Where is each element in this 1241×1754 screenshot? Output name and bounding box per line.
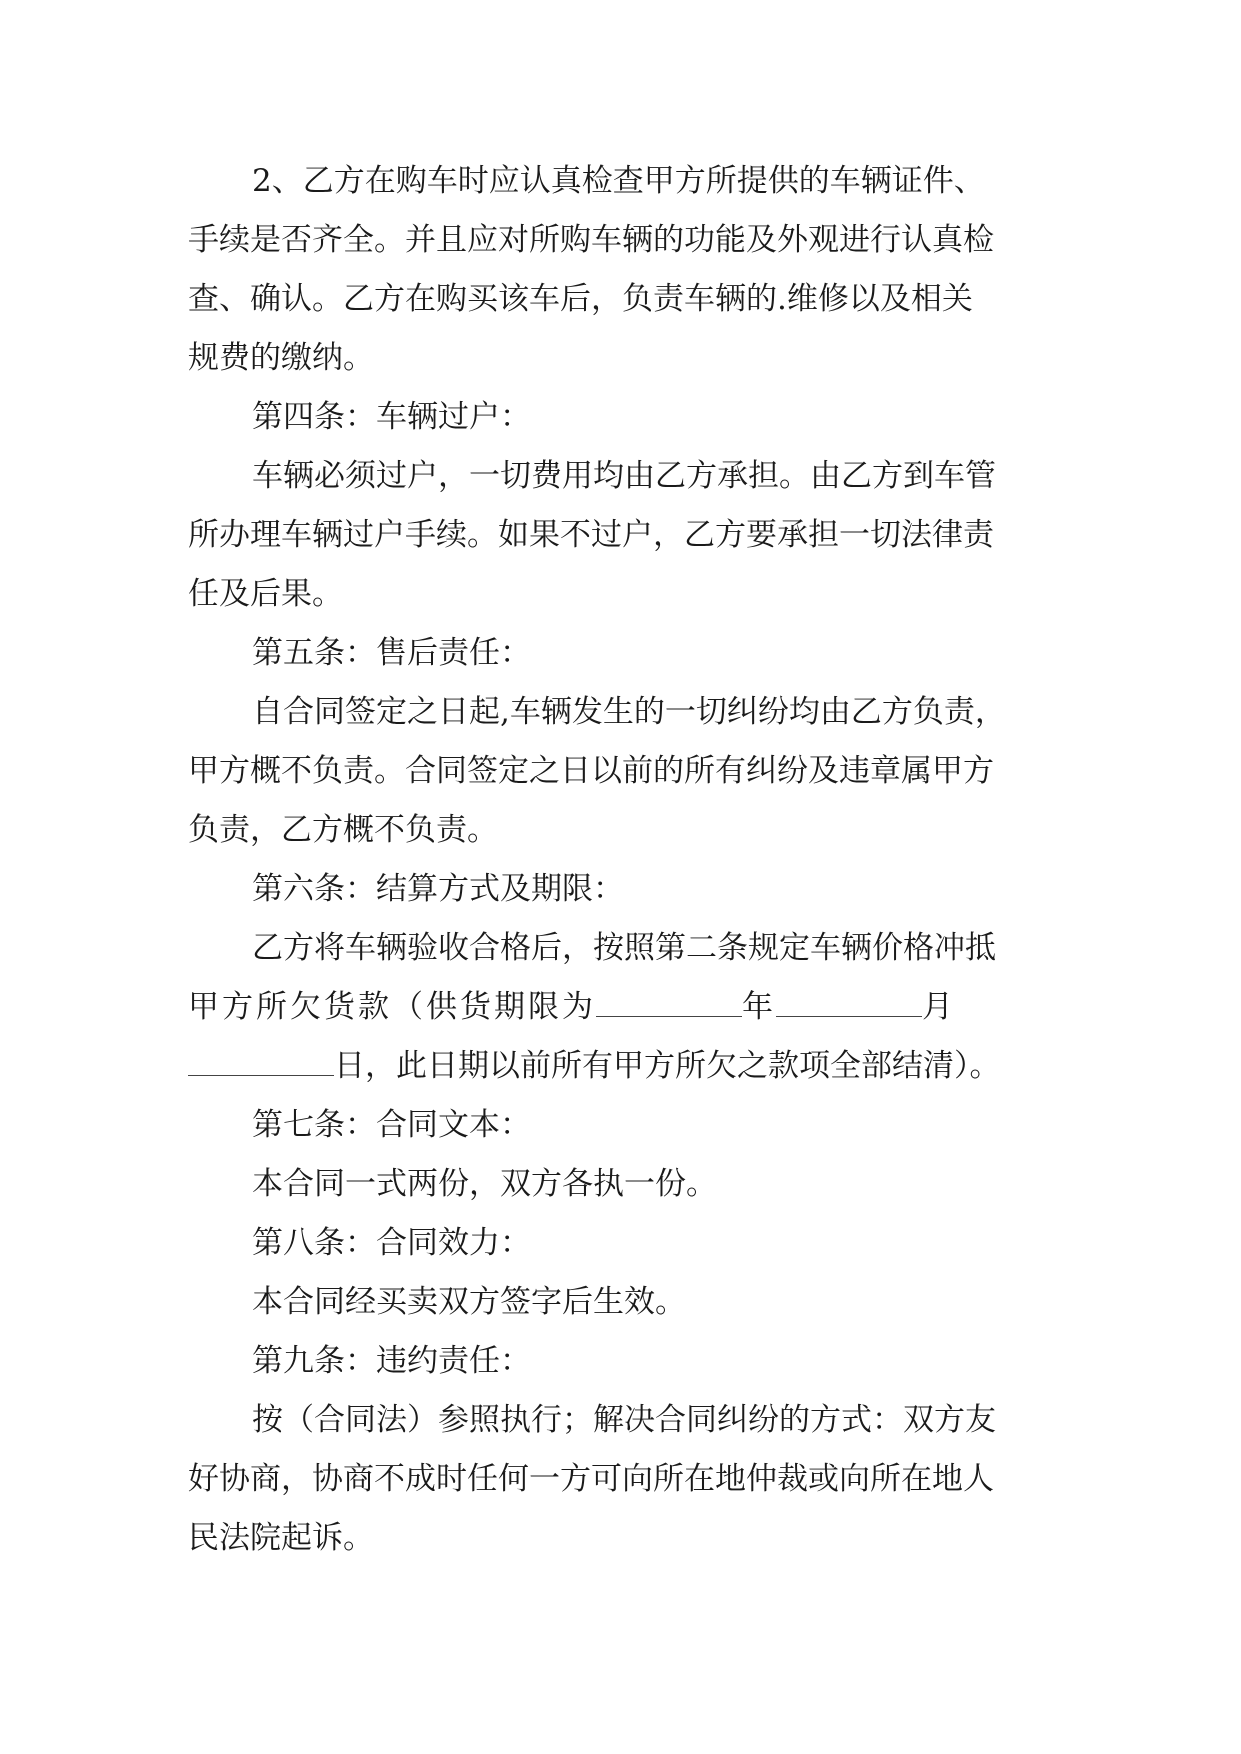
clause4-heading: 第四条：车辆过户： — [252, 399, 531, 435]
clause9-heading: 第九条：违约责任： — [252, 1343, 531, 1379]
clause8-heading: 第八条：合同效力： — [252, 1225, 531, 1261]
clause9-line1: 按（合同法）参照执行；解决合同纠纷的方式：双方友 — [252, 1402, 996, 1438]
contract-page — [188, 152, 1058, 1568]
clause5-heading: 第五条：售后责任： — [252, 635, 531, 671]
day-blank — [188, 1039, 334, 1076]
clause5-line1: 自合同签定之日起,车辆发生的一切纠纷均由乙方负责， — [252, 694, 1006, 730]
clause6-line3-suffix: 日，此日期以前所有甲方所欠之款项全部结清）。 — [334, 1048, 1001, 1084]
clause5-line2: 甲方概不负责。合同签定之日以前的所有纠纷及违章属甲方 — [188, 753, 994, 789]
clause6-line3 — [188, 1037, 1058, 1096]
clause6-line2 — [188, 978, 1058, 1037]
clause4-line1: 车辆必须过户，一切费用均由乙方承担。由乙方到车管 — [252, 458, 996, 494]
clause3-item2-line4: 规费的缴纳。 — [188, 340, 374, 376]
clause3-item2-line2: 手续是否齐全。并且应对所购车辆的功能及外观进行认真检 — [188, 222, 994, 258]
month-label: 月 — [922, 989, 956, 1025]
clause7-heading: 第七条：合同文本： — [252, 1107, 531, 1143]
clause6-heading: 第六条：结算方式及期限： — [252, 871, 624, 907]
clause8-line1: 本合同经买卖双方签字后生效。 — [252, 1284, 686, 1320]
clause3-item2-line1: 2、乙方在购车时应认真检查甲方所提供的车辆证件、 — [252, 163, 985, 199]
clause6-line2-prefix: 甲方所欠货款（供货期限为 — [188, 989, 596, 1025]
year-blank — [596, 980, 742, 1017]
clause3-item2-line3: 查、确认。乙方在购买该车后，负责车辆的.维修以及相关 — [188, 281, 973, 317]
clause6-line1: 乙方将车辆验收合格后，按照第二条规定车辆价格冲抵 — [252, 930, 996, 966]
year-label: 年 — [742, 989, 776, 1025]
clause5-line3: 负责，乙方概不负责。 — [188, 812, 498, 848]
clause4-line2: 所办理车辆过户手续。如果不过户，乙方要承担一切法律责 — [188, 517, 994, 553]
clause7-line1: 本合同一式两份，双方各执一份。 — [252, 1166, 717, 1202]
clause9-line3: 民法院起诉。 — [188, 1520, 374, 1556]
clause4-line3: 任及后果。 — [188, 576, 343, 612]
month-blank — [776, 980, 922, 1017]
clause9-line2: 好协商，协商不成时任何一方可向所在地仲裁或向所在地人 — [188, 1461, 994, 1497]
